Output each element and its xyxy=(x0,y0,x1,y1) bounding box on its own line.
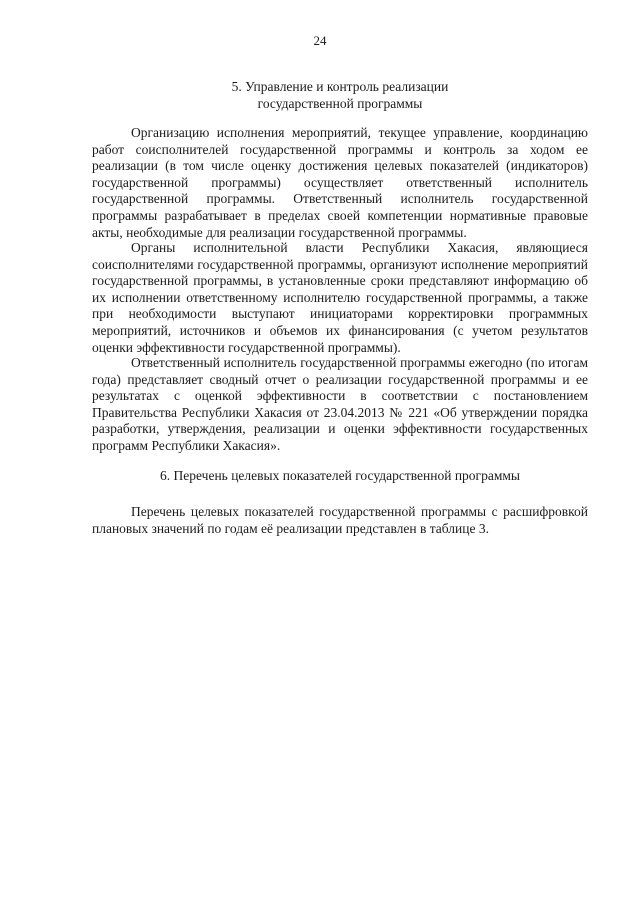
section-6-paragraph: Перечень целевых показателей государственной программы с расшифровкой плановых значений по годам её реализации представлен в таблице 3. xyxy=(92,504,588,536)
section-5-heading xyxy=(92,78,588,112)
page-number: 24 xyxy=(313,33,327,48)
section-5-title-line-2: государственной программы xyxy=(257,96,423,111)
section-5-title-line-1: 5. Управление и контроль реализации xyxy=(231,79,449,94)
section-6-heading xyxy=(92,467,588,484)
section-6-title: 6. Перечень целевых показателей государственной программы xyxy=(160,468,520,483)
section-5-paragraph-3: Ответственный исполнитель государственной программы ежегодно (по итогам года) представляет сводный отчет о реализации государственной программы и ее результатах с оценкой эффективности в соответствии с постановлением Правительства Республики Хакасия от 23.04.2013 № 221 «Об утверждении порядка разработки, утверждения, реализации и оценки эффективности государственных программ Республики Хакасия». xyxy=(92,355,588,453)
section-5-paragraph-2: Органы исполнительной власти Республики Хакасия, являющиеся соисполнителями государственной программы, организуют исполнение мероприятий государственной программы, в установленные сроки представляют информацию об их исполнении ответственному исполнителю государственной программы, а также при необходимости выступают инициаторами корректировки программных мероприятий, источников и объемов их финансирования (с учетом результатов оценки эффективности государственной программы). xyxy=(92,240,588,355)
section-5-paragraph-1: Организацию исполнения мероприятий, текущее управление, координацию работ соисполнителей государственной программы и контроль за ходом ее реализации (в том числе оценку достижения целевых показателей (индикаторов) государственной программы) осуществляет ответственный исполнитель государственной программы. Ответственный исполнитель государственной программы разрабатывает в пределах своей компетенции нормативные правовые акты, необходимые для реализации государственной программы. xyxy=(92,125,588,240)
